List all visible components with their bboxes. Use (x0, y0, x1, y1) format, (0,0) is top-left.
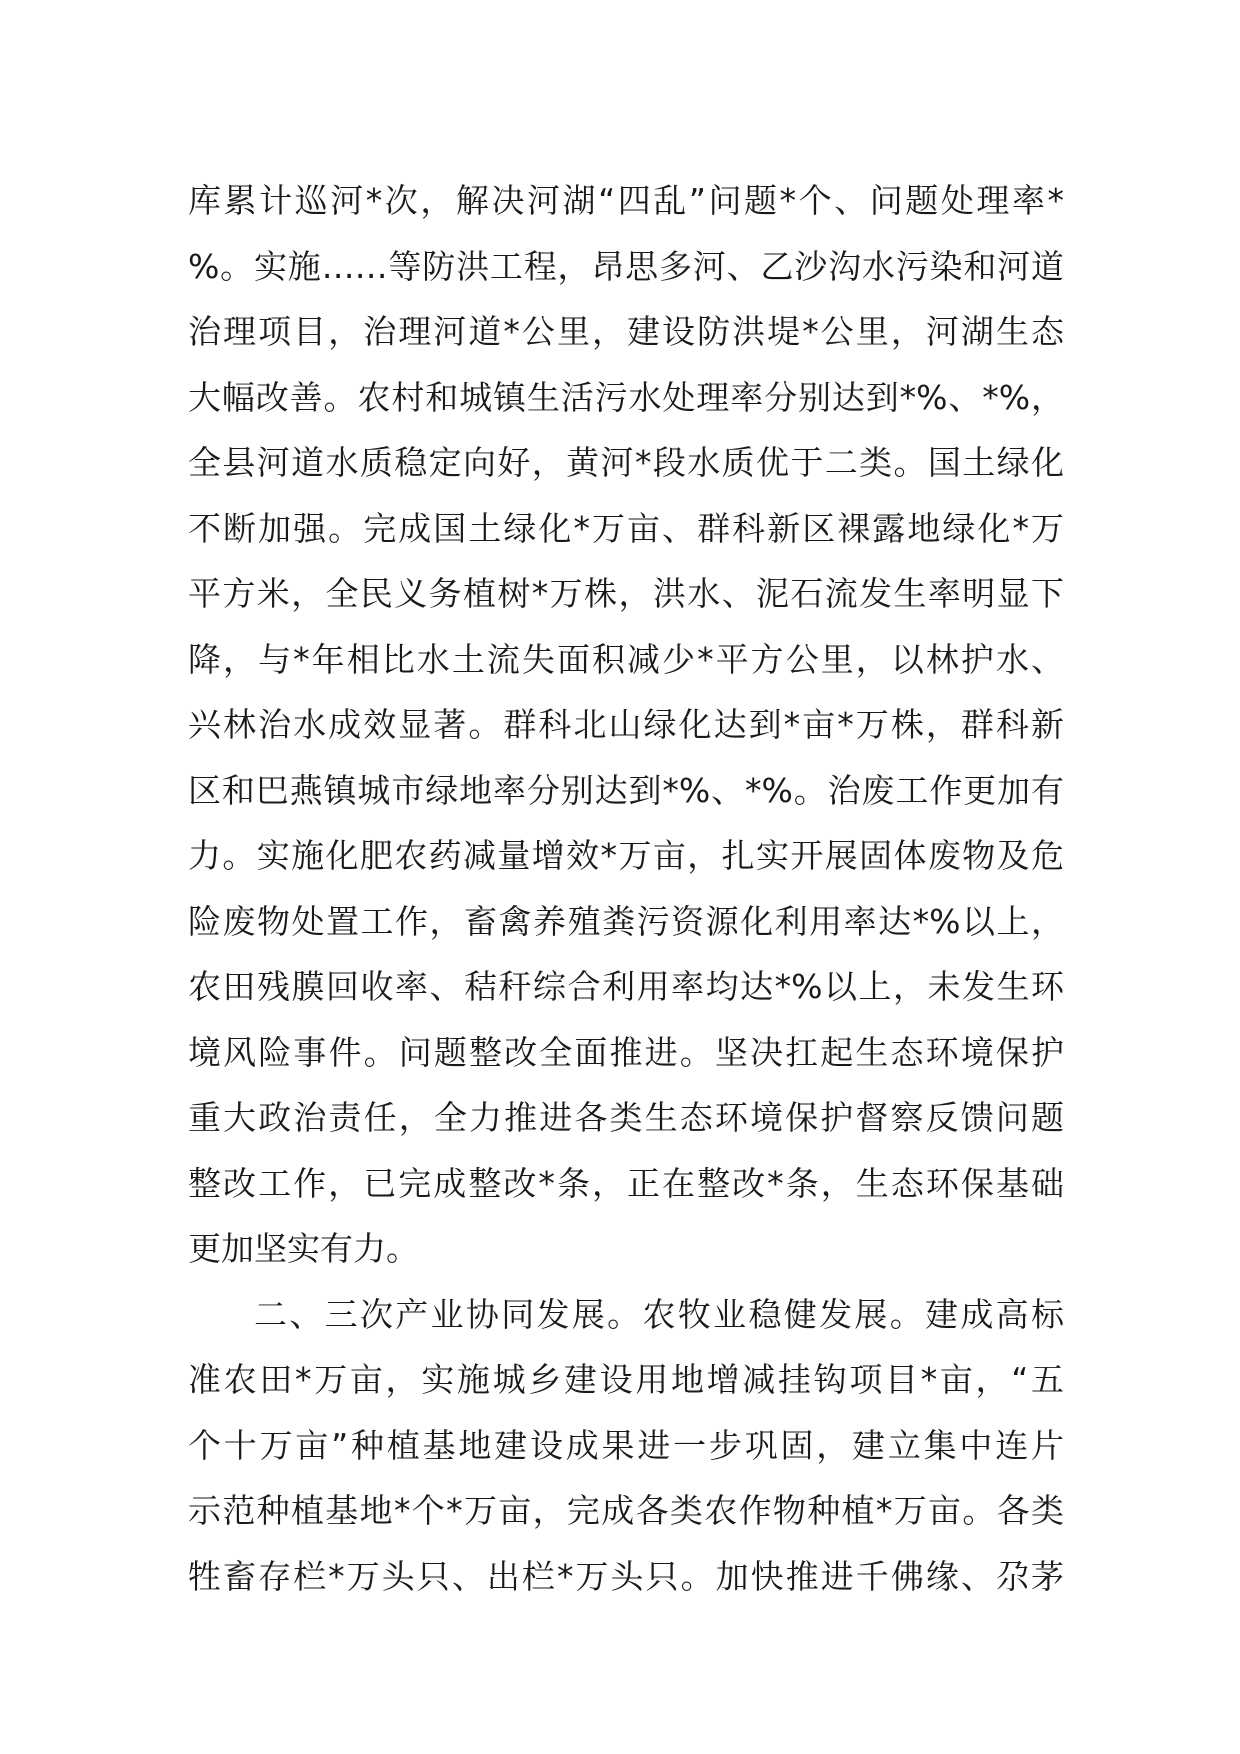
document-body (188, 168, 1064, 1609)
text-line: 更加坚实有力。 (188, 1229, 419, 1268)
text-line: 境风险事件。问题整改全面推进。坚决扛起生态环境保护 (188, 1032, 1064, 1072)
text-line: 力。实施化肥农药减量增效*万亩，扎实开展固体废物及危 (188, 836, 1064, 875)
text-line: 农田残膜回收率、秸秆综合利用率均达*%以上，未发生环 (188, 967, 1064, 1006)
text-line: 治理项目，治理河道*公里，建设防洪堤*公里，河湖生态 (188, 312, 1064, 351)
text-line: 牲畜存栏*万头只、出栏*万头只。加快推进千佛缘、尕茅 (188, 1556, 1064, 1596)
text-line: 兴林治水成效显著。群科北山绿化达到*亩*万株，群科新 (188, 705, 1064, 744)
text-line: 平方米，全民义务植树*万株，洪水、泥石流发生率明显下 (188, 574, 1064, 613)
text-line: 示范种植基地*个*万亩，完成各类农作物种植*万亩。各类 (188, 1491, 1064, 1530)
text-line: 准农田*万亩，实施城乡建设用地增减挂钩项目*亩，“五 (188, 1360, 1064, 1399)
paragraph-industry (188, 1282, 1064, 1610)
paragraph-ecology (188, 168, 1064, 1282)
text-line: 全县河道水质稳定向好，黄河*段水质优于二类。国土绿化 (188, 443, 1064, 482)
text-line: 整改工作，已完成整改*条，正在整改*条，生态环保基础 (188, 1163, 1064, 1203)
text-line: 不断加强。完成国土绿化*万亩、群科新区裸露地绿化*万 (188, 508, 1064, 548)
text-line: 大幅改善。农村和城镇生活污水处理率分别达到*%、*%， (188, 377, 1064, 417)
text-line: 降，与*年相比水土流失面积减少*平方公里，以林护水、 (188, 639, 1064, 679)
text-line: 库累计巡河*次，解决河湖“四乱”问题*个、问题处理率* (188, 181, 1064, 220)
text-line: 重大政治责任，全力推进各类生态环境保护督察反馈问题 (188, 1098, 1064, 1137)
text-line: 个十万亩”种植基地建设成果进一步巩固，建立集中连片 (188, 1425, 1064, 1465)
text-line: 二、三次产业协同发展。农牧业稳健发展。建成高标 (254, 1294, 1064, 1334)
text-line: 险废物处置工作，畜禽养殖粪污资源化利用率达*%以上， (188, 901, 1064, 941)
text-line: 区和巴燕镇城市绿地率分别达到*%、*%。治废工作更加有 (188, 770, 1064, 810)
text-line: %。实施……等防洪工程，昂思多河、乙沙沟水污染和河道 (188, 246, 1064, 286)
